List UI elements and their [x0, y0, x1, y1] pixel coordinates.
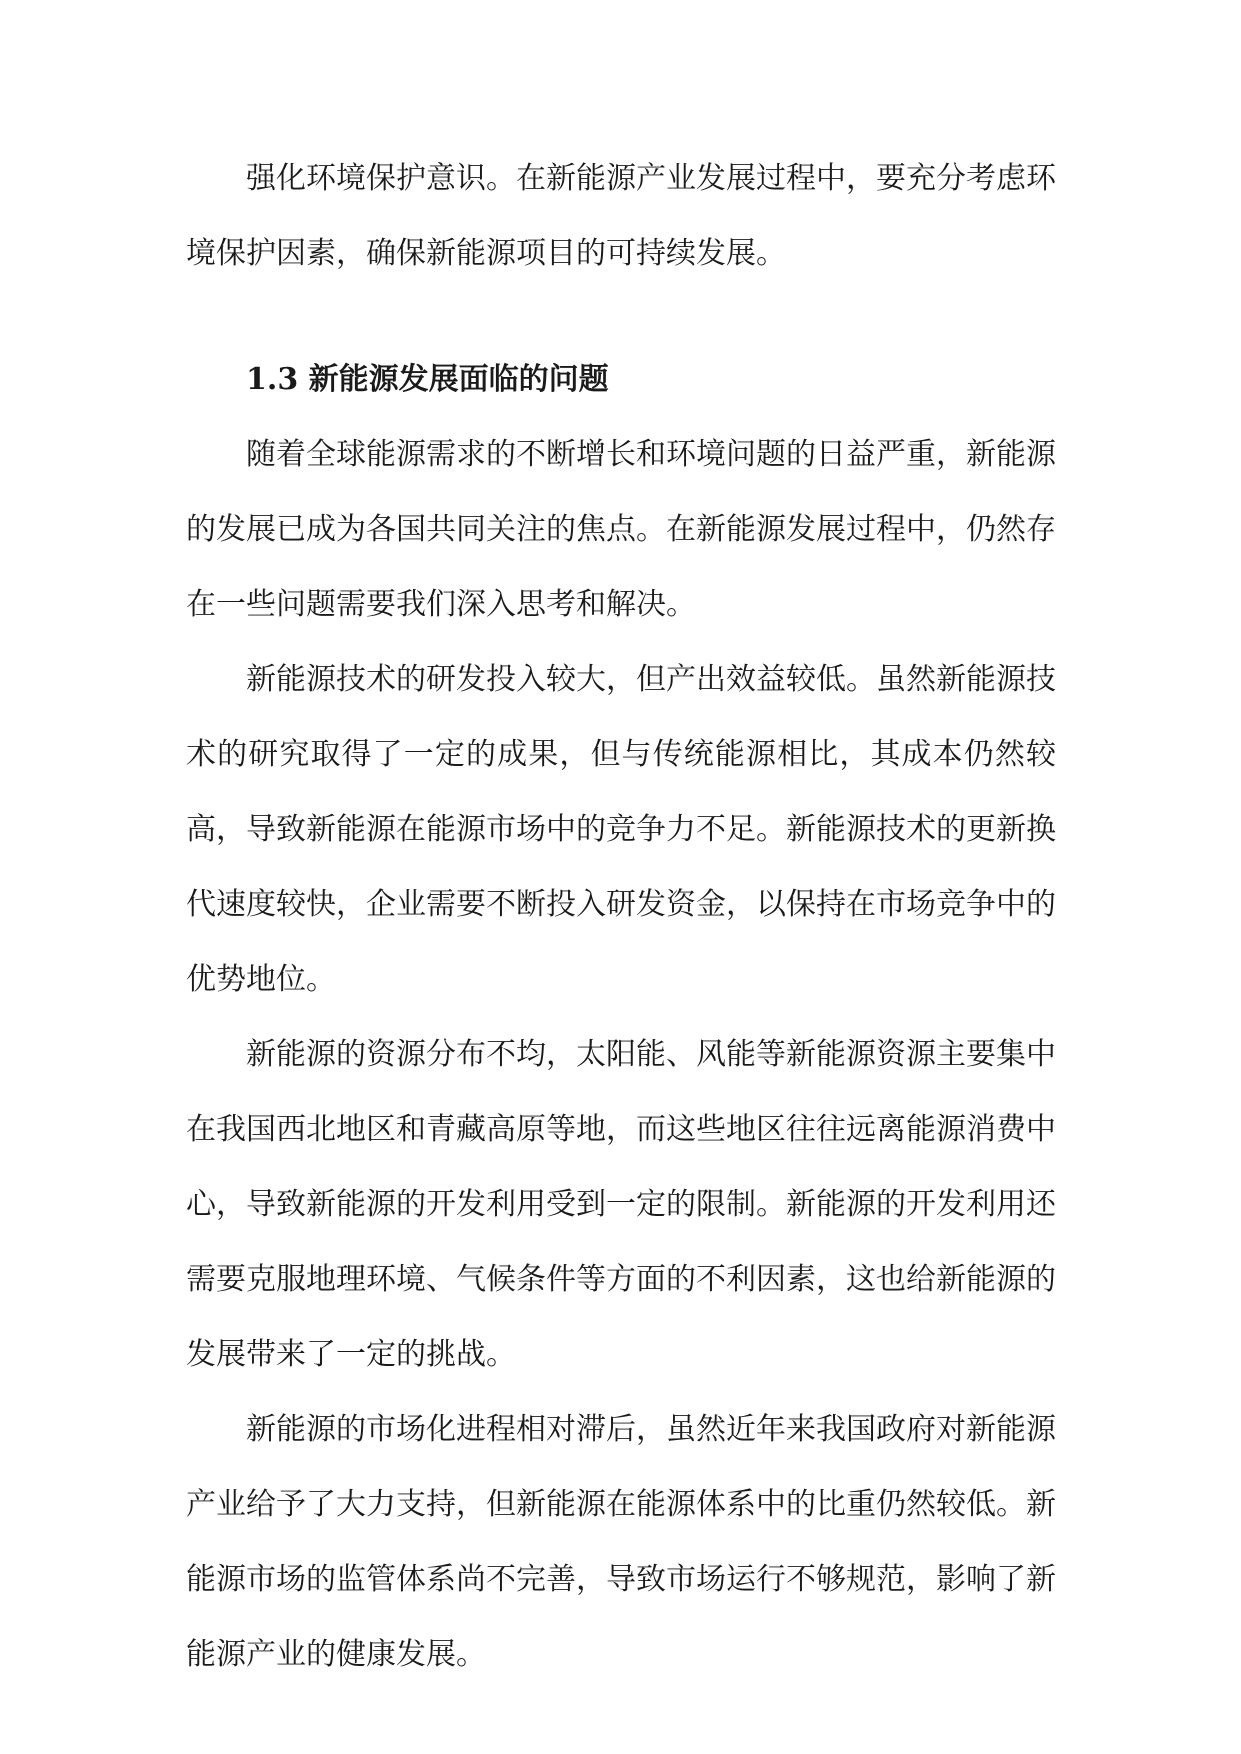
- document-body: [186, 141, 1056, 1692]
- paragraph-1: 随着全球能源需求的不断增长和环境问题的日益严重，新能源的发展已成为各国共同关注的焦点。在新能源发展过程中，仍然存在一些问题需要我们深入思考和解决。: [186, 437, 1056, 622]
- section-heading: 1.3 新能源发展面临的问题: [246, 362, 609, 397]
- paragraph-4: 新能源的市场化进程相对滞后，虽然近年来我国政府对新能源产业给予了大力支持，但新能源在能源体系中的比重仍然较低。新能源市场的监管体系尚不完善，导致市场运行不够规范，影响了新能源产业的健康发展。: [186, 1412, 1056, 1672]
- paragraph-2: 新能源技术的研发投入较大，但产出效益较低。虽然新能源技术的研究取得了一定的成果，但与传统能源相比，其成本仍然较高，导致新能源在能源市场中的竞争力不足。新能源技术的更新换代速度较快，企业需要不断投入研发资金，以保持在市场竞争中的优势地位。: [186, 662, 1056, 997]
- paragraph-3: 新能源的资源分布不均，太阳能、风能等新能源资源主要集中在我国西北地区和青藏高原等地，而这些地区往往远离能源消费中心，导致新能源的开发利用受到一定的限制。新能源的开发利用还需要克服地理环境、气候条件等方面的不利因素，这也给新能源的发展带来了一定的挑战。: [186, 1037, 1056, 1372]
- intro-paragraph: 强化环境保护意识。在新能源产业发展过程中，要充分考虑环境保护因素，确保新能源项目的可持续发展。: [186, 161, 1056, 271]
